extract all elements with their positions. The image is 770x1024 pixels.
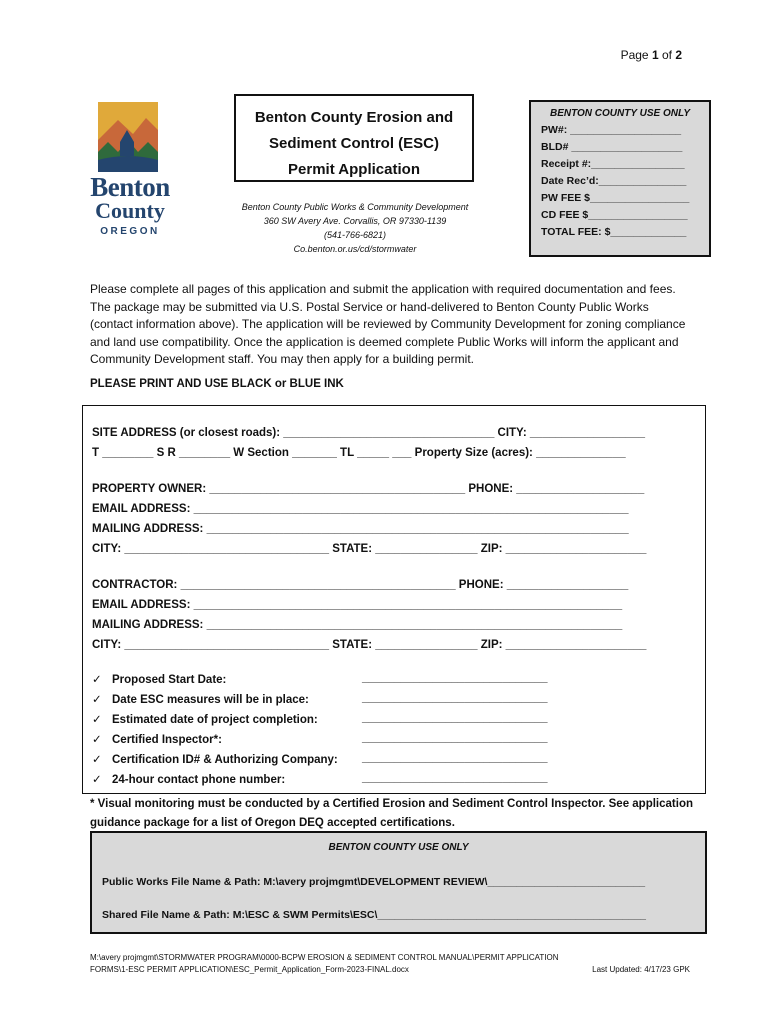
checklist-item xyxy=(92,672,226,686)
total-fee-field[interactable]: TOTAL FEE: $_____________ xyxy=(541,226,687,238)
title-line-3: Permit Application xyxy=(288,161,420,178)
agency-address xyxy=(230,200,480,256)
county-use-box xyxy=(529,100,711,257)
checkmark-icon: ✓ xyxy=(92,774,102,786)
owner-city-row[interactable]: CITY: ________________________________ STATE: ________________ ZIP: ______________________ xyxy=(92,543,647,555)
last-updated: Last Updated: 4/17/23 GPK xyxy=(592,965,690,974)
checkmark-icon: ✓ xyxy=(92,734,102,746)
logo-word-benton: Benton xyxy=(90,172,170,202)
shared-file-path-field[interactable]: Shared File Name & Path: M:\ESC & SWM Permits\ESC\______________________________________________ xyxy=(102,909,647,921)
checklist-item xyxy=(92,732,222,746)
logo-word-oregon: OREGON xyxy=(100,226,160,237)
phone-blank[interactable]: _____________________________ xyxy=(362,772,548,784)
checklist-item xyxy=(92,772,285,786)
intro-paragraph: Please complete all pages of this application and submit the application with required documentation and fees. The package may be submitted via U.S. Postal Service or hand-delivered to Benton County Public Works (contact information above). The application will be reviewed by Community Development for zoning compliance and land use compatibility. Once the application is deemed complete Public Works will inform the applicant and Community Development staff. You may then apply for a building permit. xyxy=(90,282,686,366)
document-footer xyxy=(90,952,690,976)
start-date-blank[interactable]: _____________________________ xyxy=(362,672,548,684)
owner-name-row[interactable]: PROPERTY OWNER: ________________________________________ PHONE: ____________________ xyxy=(92,483,645,495)
certification-blank[interactable]: _____________________________ xyxy=(362,752,548,764)
site-address-row[interactable]: SITE ADDRESS (or closest roads): _________________________________ CITY: __________________ xyxy=(92,427,646,439)
checkmark-icon: ✓ xyxy=(92,694,102,706)
date-received-field[interactable]: Date Rec’d:_______________ xyxy=(541,175,687,187)
checklist-label: Proposed Start Date: xyxy=(112,674,227,686)
page-total: 2 xyxy=(675,48,682,62)
checklist-label: 24-hour contact phone number: xyxy=(112,774,286,786)
checklist-item xyxy=(92,692,309,706)
form-title-box xyxy=(234,94,474,182)
file-path: M:\avery projmgmt\STORMWATER PROGRAM\0000-BCPW EROSION & SEDIMENT CONTROL MANUAL\PERMIT APPLICATION FORMS\1-ESC PERMIT APPLICATION\ESC_Permit_Application_Form-2023-FINAL.docx xyxy=(90,953,559,974)
checklist-item xyxy=(92,712,318,726)
owner-email-row[interactable]: EMAIL ADDRESS: ____________________________________________________________________ xyxy=(92,503,629,515)
checkmark-icon: ✓ xyxy=(92,754,102,766)
esc-date-blank[interactable]: _____________________________ xyxy=(362,692,548,704)
print-instruction: PLEASE PRINT AND USE BLACK or BLUE INK xyxy=(90,378,344,390)
address-line-1: Benton County Public Works & Community Development xyxy=(241,202,469,212)
logo-word-county: County xyxy=(95,198,165,223)
page-sep: of xyxy=(658,48,676,62)
public-works-path-field[interactable]: Public Works File Name & Path: M:\avery projmgmt\DEVELOPMENT REVIEW\___________________________ xyxy=(102,876,646,888)
pw-fee-field[interactable]: PW FEE $_________________ xyxy=(541,192,690,204)
pw-number-field[interactable]: PW#: ___________________ xyxy=(541,124,682,136)
title-line-1: Benton County Erosion and xyxy=(254,109,454,126)
checklist-item xyxy=(92,752,338,766)
checklist-label: Certified Inspector*: xyxy=(112,734,222,746)
contractor-mailing-row[interactable]: MAILING ADDRESS: _________________________________________________________________ xyxy=(92,619,623,631)
county-logo xyxy=(78,100,182,240)
completion-date-blank[interactable]: _____________________________ xyxy=(362,712,548,724)
receipt-field[interactable]: Receipt #:________________ xyxy=(541,158,685,170)
checklist-label: Certification ID# & Authorizing Company: xyxy=(112,754,338,766)
checklist-label: Date ESC measures will be in place: xyxy=(112,694,309,706)
inspector-blank[interactable]: _____________________________ xyxy=(362,732,548,744)
checklist-label: Estimated date of project completion: xyxy=(112,714,318,726)
page-indicator xyxy=(621,48,682,62)
address-url: Co.benton.or.us/cd/stormwater xyxy=(293,244,417,254)
bld-number-field[interactable]: BLD# ___________________ xyxy=(541,141,683,153)
checkmark-icon: ✓ xyxy=(92,714,102,726)
owner-mailing-row[interactable]: MAILING ADDRESS: __________________________________________________________________ xyxy=(92,523,629,535)
page-current: 1 xyxy=(651,48,659,62)
county-use-title: BENTON COUNTY USE ONLY xyxy=(549,108,690,119)
contractor-city-row[interactable]: CITY: ________________________________ STATE: ________________ ZIP: ______________________ xyxy=(92,639,647,651)
contractor-email-row[interactable]: EMAIL ADDRESS: ___________________________________________________________________ xyxy=(92,599,623,611)
cd-fee-field[interactable]: CD FEE $_________________ xyxy=(541,209,688,221)
office-use-title: BENTON COUNTY USE ONLY xyxy=(328,842,469,853)
checkmark-icon: ✓ xyxy=(92,674,102,686)
page-prefix: Page xyxy=(620,48,652,62)
logo-emblem-icon xyxy=(78,100,182,174)
township-range-row[interactable]: T ________ S R ________ W Section _______ TL _____ ___ Property Size (acres): ______________ xyxy=(92,447,626,459)
office-use-box xyxy=(90,831,707,934)
address-line-2: 360 SW Avery Ave. Corvallis, OR 97330-1139 xyxy=(263,216,447,226)
title-line-2: Sediment Control (ESC) xyxy=(268,135,439,152)
contractor-name-row[interactable]: CONTRACTOR: ___________________________________________ PHONE: ___________________ xyxy=(92,579,629,591)
inspector-footnote: * Visual monitoring must be conducted by a Certified Erosion and Sediment Control Inspector. See application guidance package for a list of Oregon DEQ accepted certifications. xyxy=(90,798,693,829)
address-phone: (541-766-6821) xyxy=(323,230,387,240)
